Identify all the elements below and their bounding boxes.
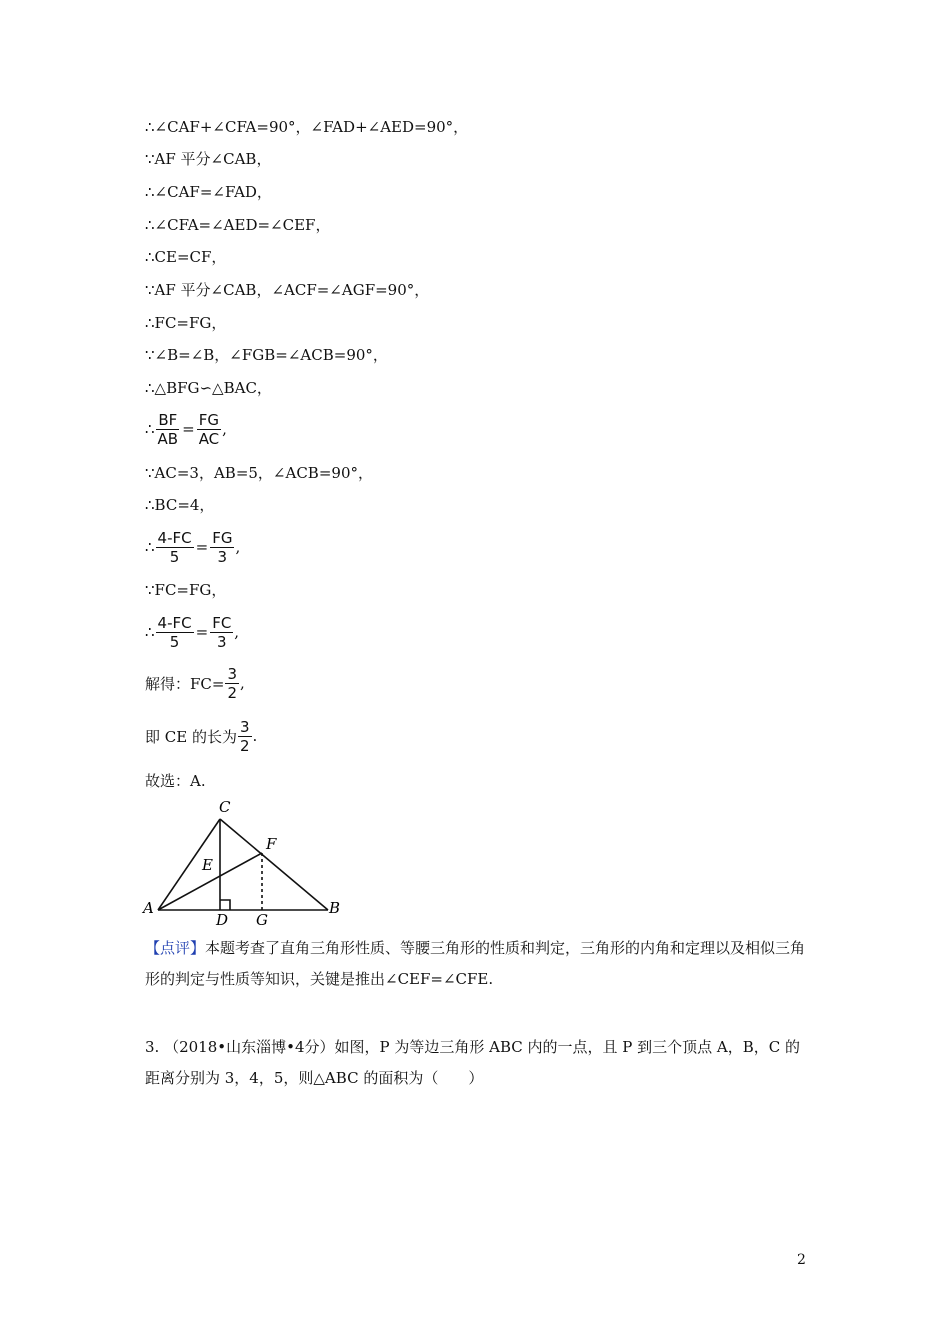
step-line: ∴∠CAF+∠CFA=90°，∠FAD+∠AED=90°， xyxy=(145,118,469,136)
label-f: F xyxy=(266,835,277,853)
step-line: ∴FC=FG， xyxy=(145,314,227,332)
fraction-right xyxy=(210,614,233,651)
right-angle-mark xyxy=(220,900,230,910)
fraction-left xyxy=(156,614,194,651)
punctuation: . xyxy=(252,727,258,745)
fraction-denominator: 5 xyxy=(169,632,180,651)
fraction-numerator: 4-FC xyxy=(157,528,192,547)
fraction-numerator: 3 xyxy=(239,717,250,736)
step-line: ∵AF 平分∠CAB，∠ACF=∠AGF=90°， xyxy=(145,281,430,299)
therefore-symbol: ∴ xyxy=(145,420,155,438)
label-d: D xyxy=(216,911,229,928)
equals-sign: = xyxy=(195,623,209,641)
fraction-three-halves xyxy=(238,718,252,755)
punctuation: , xyxy=(235,538,241,556)
fraction-left xyxy=(156,529,194,566)
fraction-denominator: 2 xyxy=(227,683,238,702)
fraction-numerator: FC xyxy=(212,613,232,632)
ce-prefix: 即 CE 的长为 xyxy=(145,727,237,746)
step-line: ∵FC=FG， xyxy=(145,581,227,599)
comment-tag: 【点评】 xyxy=(145,939,206,957)
triangle-figure xyxy=(140,796,350,928)
fraction-denominator: AC xyxy=(198,429,220,448)
fraction-denominator: 3 xyxy=(216,632,227,651)
fraction-numerator: FG xyxy=(212,528,233,547)
comment-text: 本题考查了直角三角形性质、等腰三角形的性质和判定，三角形的内角和定理以及相似三角形的判定与性质等知识，关键是推出∠CEF=∠CFE. xyxy=(145,939,806,988)
step-line: ∴∠CFA=∠AED=∠CEF， xyxy=(145,216,331,234)
fraction-numerator: BF xyxy=(158,410,178,429)
comment-paragraph xyxy=(145,933,807,995)
fraction-denominator: 5 xyxy=(169,547,180,566)
segment-cb xyxy=(220,819,328,910)
label-a: A xyxy=(143,899,154,917)
therefore-symbol: ∴ xyxy=(145,538,155,556)
solve-result xyxy=(145,663,245,703)
step-line: ∵∠B=∠B，∠FGB=∠ACB=90°， xyxy=(145,346,388,364)
fraction-bf-ab xyxy=(156,411,181,448)
therefore-symbol: ∴ xyxy=(145,623,155,641)
step-line: ∵AC=3，AB=5，∠ACB=90°， xyxy=(145,464,373,482)
step-line: ∴∠CAF=∠FAD， xyxy=(145,183,272,201)
fraction-numerator: 3 xyxy=(227,664,238,683)
substitution-equation xyxy=(145,527,240,567)
label-b: B xyxy=(329,899,341,917)
fraction-numerator: 4-FC xyxy=(157,613,192,632)
punctuation: , xyxy=(222,420,227,438)
equals-sign: = xyxy=(182,420,195,438)
answer-choice: 故选：A. xyxy=(145,772,206,790)
fraction-right xyxy=(210,529,234,566)
equation-in-fc xyxy=(145,612,239,652)
fraction-fg-ac xyxy=(197,411,221,448)
ce-length-result xyxy=(145,716,257,756)
page-number: 2 xyxy=(797,1252,806,1268)
label-c: C xyxy=(219,798,231,816)
punctuation: , xyxy=(234,623,240,641)
label-e: E xyxy=(202,856,213,874)
solve-prefix: 解得：FC= xyxy=(145,674,225,693)
fraction-denominator: 2 xyxy=(239,736,250,755)
similarity-ratio-equation xyxy=(145,409,227,449)
question-3: 3. （2018•山东淄博•4分）如图，P 为等边三角形 ABC 内的一点，且 P 到三个顶点 A，B，C 的距离分别为 3，4，5，则△ABC 的面积为（ ） xyxy=(145,1038,801,1087)
step-line: ∴BC=4， xyxy=(145,496,215,514)
fraction-denominator: 3 xyxy=(217,547,228,566)
step-line: ∵AF 平分∠CAB， xyxy=(145,150,272,168)
fraction-three-halves xyxy=(225,665,239,702)
step-line: ∴CE=CF， xyxy=(145,248,227,266)
fraction-denominator: AB xyxy=(157,429,179,448)
step-line: ∴△BFG∽△BAC， xyxy=(145,379,272,397)
label-g: G xyxy=(256,911,268,928)
punctuation: , xyxy=(240,674,245,692)
equals-sign: = xyxy=(195,538,209,556)
fraction-numerator: FG xyxy=(198,410,220,429)
